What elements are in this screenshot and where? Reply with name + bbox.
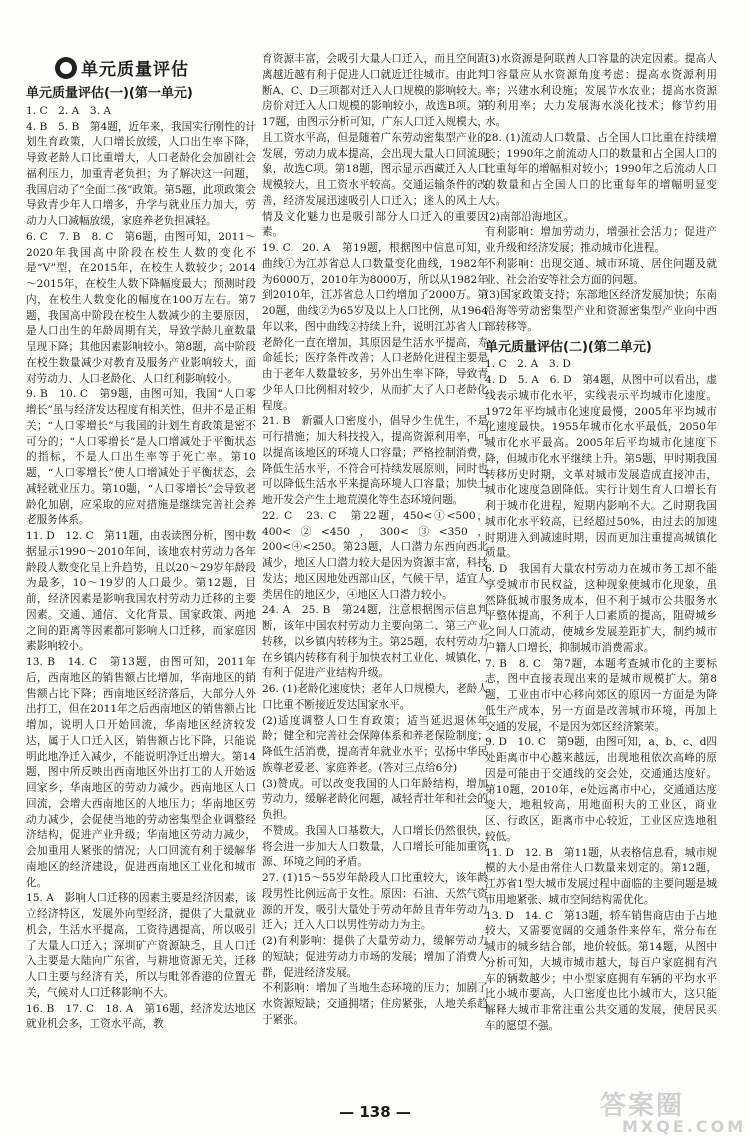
answer-paragraph: 27. (1)15～55岁年龄段人口比重较大，该年龄段男性比例远高于女性。原因：石油、天然气资源的开发，吸引大量处于劳动年龄且青年劳动力迁入；迁入人口以男性劳动力为主。	[262, 872, 488, 932]
column-left	[26, 82, 256, 1033]
answer-paragraph: 16. B 17. C 18. A 第16题，经济发达地区就业机会多，工资水平高，教	[26, 1002, 256, 1031]
section-heading: 单元质量评估(一)(第一单元)	[26, 86, 193, 101]
answer-paragraph: 26. (1)老龄化速度快；老年人口规模大，老龄人口比重不断接近发达国家水平。	[262, 683, 488, 711]
column-right	[485, 52, 717, 1035]
answer-paragraph: (3)水资源是阿联酋人口容量的决定因素。提高人口容量应从水资源角度考虑：提高水资源利用率；兴建水利设施；发展节水农业；提高水资源的利用率；大力发展海水淡化技术；修节约用水。	[485, 53, 717, 128]
page-header	[55, 55, 189, 80]
watermark-sub: MXQE.COM	[622, 1117, 747, 1136]
answer-paragraph: 4. D 5. A 6. D 第4题，从图中可以看出，虚线表示城市化水平，实线表示平均城市化速度。1972年平均城市化速度最慢，2005年平均城市化速度最快。1955年城市化水平最低，2050年城市化水平最高。2005年后平均城市化速度下降，但城市化水平继续上升。第5题，甲时期我国转移历史时期，文革对城市发展造成直接冲击，城市化速度急剧降低。实行计划生育人口增长有利于城市化进程，短期内影响不大。乙时期我国城市化水平较高，已经超过50%，由过去的加速时期进入到减速时期，因而更加注重提高城镇化质量。	[485, 374, 717, 560]
answer-paragraph: 21. B 新疆人口密度小，倡导少生优生，不是可行措施；加大科技投入，提高资源利用率，可以提高该地区的环境人口容量；严格控制消费，降低生活水平，不符合可持续发展原则，同时也可以降低生活水平来提高环境人口容量；加快土地开发会产生土地荒漠化等生态环境问题。	[262, 415, 488, 506]
answer-paragraph: (3)赞成。可以改变我国的人口年龄结构，增加劳动力，缓解老龄化问题，减轻青壮年和社会的负担。	[262, 777, 488, 821]
answer-paragraph: 19. C 20. A 第19题，根据图中信息可知，曲线①为江苏省总人口数量变化曲线，1982年为6000万，2010年为8000万，所以从1982年到2010年，江苏省总人口约增加了2000万。第20题，曲线②为65岁及以上人口比例，从1964年以来，图中曲线②持续上升，说明江苏省人口老龄化一直在增加，其原因是生活水平提高，寿命延长；医疗条件改善；人口老龄化进程主要是由于老年人数量较多，另外出生率下降，导致青少年人口比例相对较少，从而扩大了人口老龄化程度。	[262, 242, 488, 412]
column-middle	[262, 52, 488, 1029]
answer-paragraph: 11. D 12. B 第11题，从表格信息看，城市规模的大小是由常住人口数量来划定的。第12题，江苏省1型大城市发展过程中面临的主要问题是城市用地紧张、城市空间结构需优化。	[485, 846, 717, 906]
answer-paragraph: 育资源丰富，会吸引大量人口迁入，而且空间距离越近越有利于促进人口就近迁往城市。由此判断A、C、D三项都对迁入人口规模的影响较大。房价对迁入人口规模的影响较小，故选B项。第17题，由图示分析可知，广东人口迁入规模大，且工资水平高，但是随着广东劳动密集型产业的发展，劳动力成本提高，会出现大量人口回流现象，故选C项。第18题，图示显示西藏迁入人口规模较大，且工资水平较高。交通运输条件的改善，经济发展迅速吸引人口迁入；迷人的风土人情及文化魅力也是吸引部分人口迁入的重要因素。	[262, 53, 488, 239]
answer-paragraph: 4. B 5. B 第4题，近年来，我国实行刚性的计划生育政策，人口增长放缓，人口出生率下降，导致老龄人口比重增大，人口老龄化会加剧社会福利压力，加重青老负担；为了解决这一问题，我国启动了“全面二孩”政策。第5题，此项政策会导致青少年人口增多，升学与就业压力加大，劳动力人口减幅放缓，家庭养老负担减轻。	[26, 120, 256, 227]
answer-paragraph: 13. B 14. C 第13题，由图可知，2011年后，西南地区的销售额占比增加，华南地区的销售额占比下降；西南地区经济落后，大部分人外出打工，但在2011年之后西南地区的销售额占比增加，说明人口开始回流，华南地区经济较发达，属于人口迁入区，销售额占比下降，只能说明此地净迁入减少，不能说明净迁出增大。第14题，图中所反映出西南地区外出打工的人开始返回家乡，华南地区的劳动力减少。西南地区人口回流，会增大西南地区的人地压力；华南地区劳动力减少，会促使当地的劳动密集型企业调整经济结构，促进产业升级；华南地区劳动力减少，会加重用人紧张的情况；人口回流有利于缓解华南地区的经济建设，促进西南地区工业化和城市化。	[26, 656, 256, 889]
title-badge-icon	[55, 57, 77, 79]
answer-paragraph: 不利影响：增加了当地生态环境的压力；加剧了水资源短缺；交通拥堵；住房紧张，人地关系趋于紧张。	[262, 982, 488, 1026]
answer-paragraph: 6. D 我国有大量农村劳动力在城市务工却不能享受城市市民权益，这种现象使城市化现象，虽然降低城市服务成本，但不利于城市公共服务水平整体提高，不利于人口素质的提高，阻碍城乡之间人口流动，使城乡发展差距扩大，制约城市户籍人口增长，抑制城市消费需求。	[485, 563, 717, 654]
section-heading: 单元质量评估(二)(第二单元)	[485, 339, 652, 355]
answer-paragraph: (2)适度调整人口生育政策；适当延迟退休年龄；健全和完善社会保障体系和养老保险制度；降低生活消费，提高青年就业水平；弘扬中华民族尊老爱老、家庭养老。(答对三点给6分)	[262, 714, 488, 774]
answer-paragraph: 15. A 影响人口迁移的因素主要是经济因素，该立经济特区，发展外向型经济，提供了大量就业机会，生活水平提高，工资待遇提高，所以吸引了大量人口迁入；深圳矿产资源缺乏，且人口迁入主要是大陆向广东省，与耕地资源无关，迁移人口主要与经济有关，所以与毗邻香港的位置无关，气候对人口迁移影响不大。	[26, 892, 256, 999]
page-number: — 138 —	[339, 1103, 411, 1121]
answer-paragraph: 1. C 2. A 3. A	[26, 104, 112, 117]
answer-paragraph: 7. B 8. C 第7题，本题考查城市化的主要标志，图中直接表现出来的是城市规模扩大。第8题，工业由市中心移向郊区的原因一方面是为降低生产成本，另一方面是改善城市环境，再加上交通的发展，不是因为郊区经济繁荣。	[485, 657, 717, 733]
answer-paragraph: 24. A 25. B 第24题，注意根据图示信息判断，该年中国农村劳动力主要向第二、第三产业转移，以乡镇内转移为主。第25题，农村劳动力在乡镇内转移有利于加快农村工业化、城镇化，有利于促进产业结构升级。	[262, 604, 488, 680]
watermark-logo	[600, 1085, 747, 1136]
answer-paragraph: 11. D 12. C 第11题，由表读图分析，图中数据显示1990～2010年间，该地农村劳动力各年龄段人数变化呈上升趋势，且以20～29岁年龄段为最多，10～19岁的人口最少。第12题，目前，经济因素是影响我国农村劳动力迁移的主要因素。交通、通信、文化背景、国家政策、两地之间的距离等因素都可影响人口迁移，而家庭因素影响较小。	[26, 530, 256, 653]
answer-paragraph: (3)国家政策支持；东部地区经济发展加快；东南沿海等劳动密集型产业和资源密集型产业向中西部转移等。	[485, 289, 717, 333]
answer-paragraph: (2)南部沿海地区。	[485, 210, 575, 223]
answer-paragraph: 6. C 7. B 8. C 第6题，由图可知，2011～2020年我国高中阶段在校生人数的变化不是“V”型，在2015年，在校生人数较少；2014～2015年，在校生人数下降幅度最大；预测时段内，在校生人数变化的幅度在100万左右。第7题，我国高中阶段在校生人数减少的主要原因，是人口出生的年龄周期有关，导致学龄儿童数量呈现下降；其他因素影响较小。第8题，高中阶段在校生数量减少对教育及服务产业影响较大，面对劳动力、人口老龄化、人口红利影响较小。	[26, 230, 256, 385]
answer-paragraph: (2)有利影响：提供了大量劳动力，缓解劳动力的短缺；促进劳动力市场的发展；增加了消费人群，促进经济发展。	[262, 935, 488, 979]
answer-paragraph: 不赞成。我国人口基数大，人口增长仍然很快，将会进一步加大人口数量，人口增长可能加重资源、环境之间的矛盾。	[262, 824, 488, 869]
answer-paragraph: 1. C 2. A 3. D	[485, 358, 571, 371]
page-title: 单元质量评估	[81, 60, 189, 80]
answer-paragraph: 9. B 10. C 第9题，由图可知，我国“人口零增长”虽与经济发达程度有相关性，但并不是正相关；“人口零增长”与我国的计划生育政策是密不可分的；“人口零增长”是人口增减处于平衡状态的指标，不是人口出生率等于死亡率。第10题，“人口零增长”使人口增减处于平衡状态，会减轻就业压力。第10题，“人口零增长”会导致老龄化加剧，应采取的应对措施是继续完善社会养老服务体系。	[26, 388, 256, 527]
answer-paragraph: 9. D 10. C 第9题，由图可知，a、b、c、d四处距离市中心越来越远，出现地租依次高峰的原因是可能由于交通线的交会处，交通通达度好。第10题，2010年，e处远离市中心，交通通达度变大，地租较高，用地面积大的工业区，商业区、行政区，距离市中心较近，工业区应选地租较低。	[485, 736, 717, 843]
answer-paragraph: 22. C 23. C 第22题，450<①<500，400<②<450，300<③<350，200<④<250。第23题，人口潜力东西向西北减少，地区人口潜力较大是因为资源丰富，科技发达；地区因地处西部山区，气候干旱，适宜人类居住的地区少，④地区人口潜力较小。	[262, 509, 488, 601]
answer-paragraph: 不利影响：出现交通、城市环境、居住问题及就业、社会治安等社会方面的问题。	[485, 257, 717, 286]
watermark-main: 答案圈	[600, 1091, 685, 1121]
answer-paragraph: 有利影响：增加劳动力，增强社会活力；促进产业升级和经济发展；推动城市化进程。	[485, 226, 717, 254]
answer-paragraph: 13. D 14. C 第13题，轿车销售商店由于占地较大，又需要宽阔的交通条件来停车，常分布在城市的城乡结合部，地价较低。第14题，从图中分析可知，大城市城市越大，每百户家庭拥有汽车的辆数越少；中小型家庭拥有车辆的平均水平比小城市要高，人口密度也比小城市大，这只能解释大城市非常注重公共交通的发展，使居民买车的愿望不强。	[485, 909, 717, 1032]
answer-paragraph: 28. (1)流动人口数量、占全国人口比重在持续增长；1990年之前流动人口的数量和占全国人口的比重每年的增幅相对较小；1990年之后流动人口的数量和占全国人口的比重每年的增幅明显变大。	[485, 131, 717, 207]
